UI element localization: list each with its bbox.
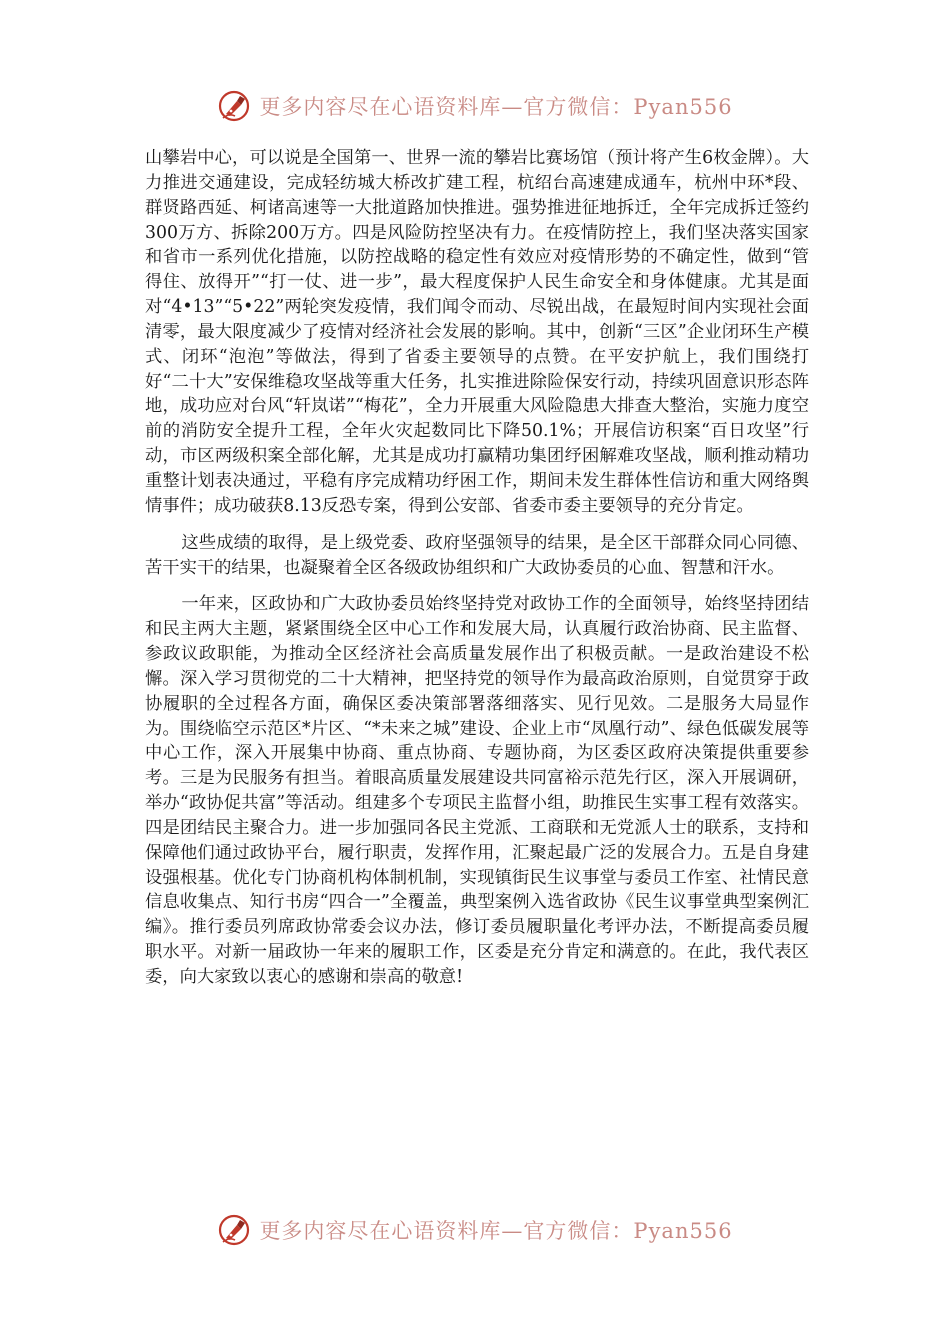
document-body bbox=[145, 146, 809, 990]
pen-nib-logo-icon bbox=[217, 1213, 251, 1247]
header-banner bbox=[0, 86, 950, 126]
pen-nib-logo-icon bbox=[217, 89, 251, 123]
footer-banner bbox=[0, 1210, 950, 1250]
footer-text: 更多内容尽在心语资料库—官方微信：Pyan556 bbox=[259, 1219, 733, 1243]
paragraph-2: 这些成绩的取得，是上级党委、政府坚强领导的结果，是全区干部群众同心同德、苦干实干的结果，也凝聚着全区各级政协组织和广大政协委员的心血、智慧和汗水。 bbox=[145, 532, 809, 578]
paragraph-1: 山攀岩中心，可以说是全国第一、世界一流的攀岩比赛场馆（预计将产生6枚金牌）。大力推进交通建设，完成轻纺城大桥改扩建工程，杭绍台高速建成通车，杭州中环*段、群贤路西延、柯诸高速等一大批道路加快推进。强势推进征地拆迁，全年完成拆迁签约300万方、拆除200万方。四是风险防控坚决有力。在疫情防控上，我们坚决落实国家和省市一系列优化措施，以防控战略的稳定性有效应对疫情形势的不确定性，做到“管得住、放得开”“打一仗、进一步”，最大程度保护人民生命安全和身体健康。尤其是面对“4•13”“5•22”两轮突发疫情，我们闻令而动、尽锐出战，在最短时间内实现社会面清零，最大限度减少了疫情对经济社会发展的影响。其中，创新“三区”企业闭环生产模式、闭环“泡泡”等做法，得到了省委主要领导的点赞。在平安护航上，我们围绕打好“二十大”安保维稳攻坚战等重大任务，扎实推进除险保安行动，持续巩固意识形态阵地，成功应对台风“轩岚诺”“梅花”，全力开展重大风险隐患大排查大整治，实施力度空前的消防安全提升工程，全年火灾起数同比下降50.1%；开展信访积案“百日攻坚”行动，市区两级积案全部化解，尤其是成功打赢精功集团纾困解难攻坚战，顺利推动精功重整计划表决通过，平稳有序完成精功纾困工作，期间未发生群体性信访和重大网络舆情事件；成功破获8.13反恐专案，得到公安部、省委市委主要领导的充分肯定。 bbox=[145, 148, 809, 516]
header-text: 更多内容尽在心语资料库—官方微信：Pyan556 bbox=[259, 95, 733, 119]
paragraph-3: 一年来，区政协和广大政协委员始终坚持党对政协工作的全面领导，始终坚持团结和民主两大主题，紧紧围绕全区中心工作和发展大局，认真履行政治协商、民主监督、参政议政职能，为推动全区经济社会高质量发展作出了积极贡献。一是政治建设不松懈。深入学习贯彻党的二十大精神，把坚持党的领导作为最高政治原则，自觉贯穿于政协履职的全过程各方面，确保区委决策部署落细落实、见行见效。二是服务大局显作为。围绕临空示范区*片区、“*未来之城”建设、企业上市“凤凰行动”、绿色低碳发展等中心工作，深入开展集中协商、重点协商、专题协商，为区委区政府决策提供重要参考。三是为民服务有担当。着眼高质量发展建设共同富裕示范先行区，深入开展调研，举办“政协促共富”等活动。组建多个专项民主监督小组，助推民生实事工程有效落实。四是团结民主聚合力。进一步加强同各民主党派、工商联和无党派人士的联系，支持和保障他们通过政协平台，履行职责，发挥作用，汇聚起最广泛的发展合力。五是自身建设强根基。优化专门协商机构体制机制，实现镇街民生议事堂与委员工作室、社情民意信息收集点、知行书房“四合一”全覆盖，典型案例入选省政协《民生议事堂典型案例汇编》。推行委员列席政协常委会议办法，修订委员履职量化考评办法，不断提高委员履职水平。对新一届政协一年来的履职工作，区委是充分肯定和满意的。在此，我代表区委，向大家致以衷心的感谢和崇高的敬意! bbox=[145, 594, 809, 987]
